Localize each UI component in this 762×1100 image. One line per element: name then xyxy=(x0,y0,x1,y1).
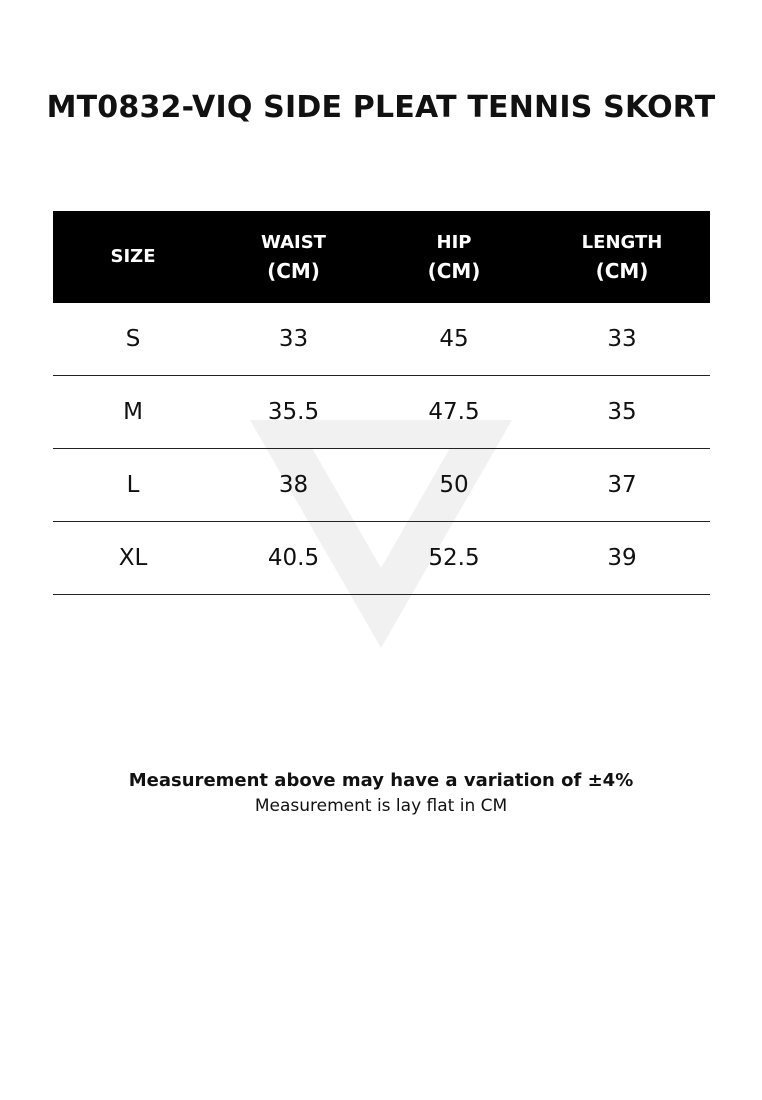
cell-size: S xyxy=(53,303,213,376)
cell-waist: 38 xyxy=(213,449,374,522)
header-length xyxy=(534,211,710,303)
header-hip xyxy=(374,211,534,303)
variation-note: Measurement above may have a variation of ±4% xyxy=(128,770,634,791)
table-header-row xyxy=(53,211,710,303)
cell-length: 37 xyxy=(534,449,710,522)
header-size-label: SIZE xyxy=(110,246,156,267)
header-hip-unit: (CM) xyxy=(427,259,481,283)
cell-length: 35 xyxy=(534,376,710,449)
method-note: Measurement is lay flat in CM xyxy=(254,796,508,816)
table-row xyxy=(53,449,710,522)
header-length-label: LENGTH xyxy=(581,232,663,253)
table-row xyxy=(53,376,710,449)
cell-length: 33 xyxy=(534,303,710,376)
cell-size: M xyxy=(53,376,213,449)
page-title: MT0832-VIQ SIDE PLEAT TENNIS SKORT xyxy=(46,90,716,125)
header-length-unit: (CM) xyxy=(595,259,649,283)
cell-length: 39 xyxy=(534,522,710,595)
cell-size: XL xyxy=(53,522,213,595)
cell-size: L xyxy=(53,449,213,522)
header-waist-label: WAIST xyxy=(261,232,326,253)
cell-waist: 40.5 xyxy=(213,522,374,595)
measurement-notes xyxy=(0,768,762,818)
header-hip-label: HIP xyxy=(436,232,472,253)
cell-hip: 52.5 xyxy=(374,522,534,595)
header-waist-unit: (CM) xyxy=(267,259,320,283)
cell-hip: 50 xyxy=(374,449,534,522)
table-row xyxy=(53,303,710,376)
header-waist xyxy=(213,211,374,303)
cell-hip: 47.5 xyxy=(374,376,534,449)
table-row xyxy=(53,522,710,595)
cell-hip: 45 xyxy=(374,303,534,376)
cell-waist: 35.5 xyxy=(213,376,374,449)
cell-waist: 33 xyxy=(213,303,374,376)
header-size xyxy=(53,211,213,303)
size-chart-table xyxy=(53,211,710,595)
